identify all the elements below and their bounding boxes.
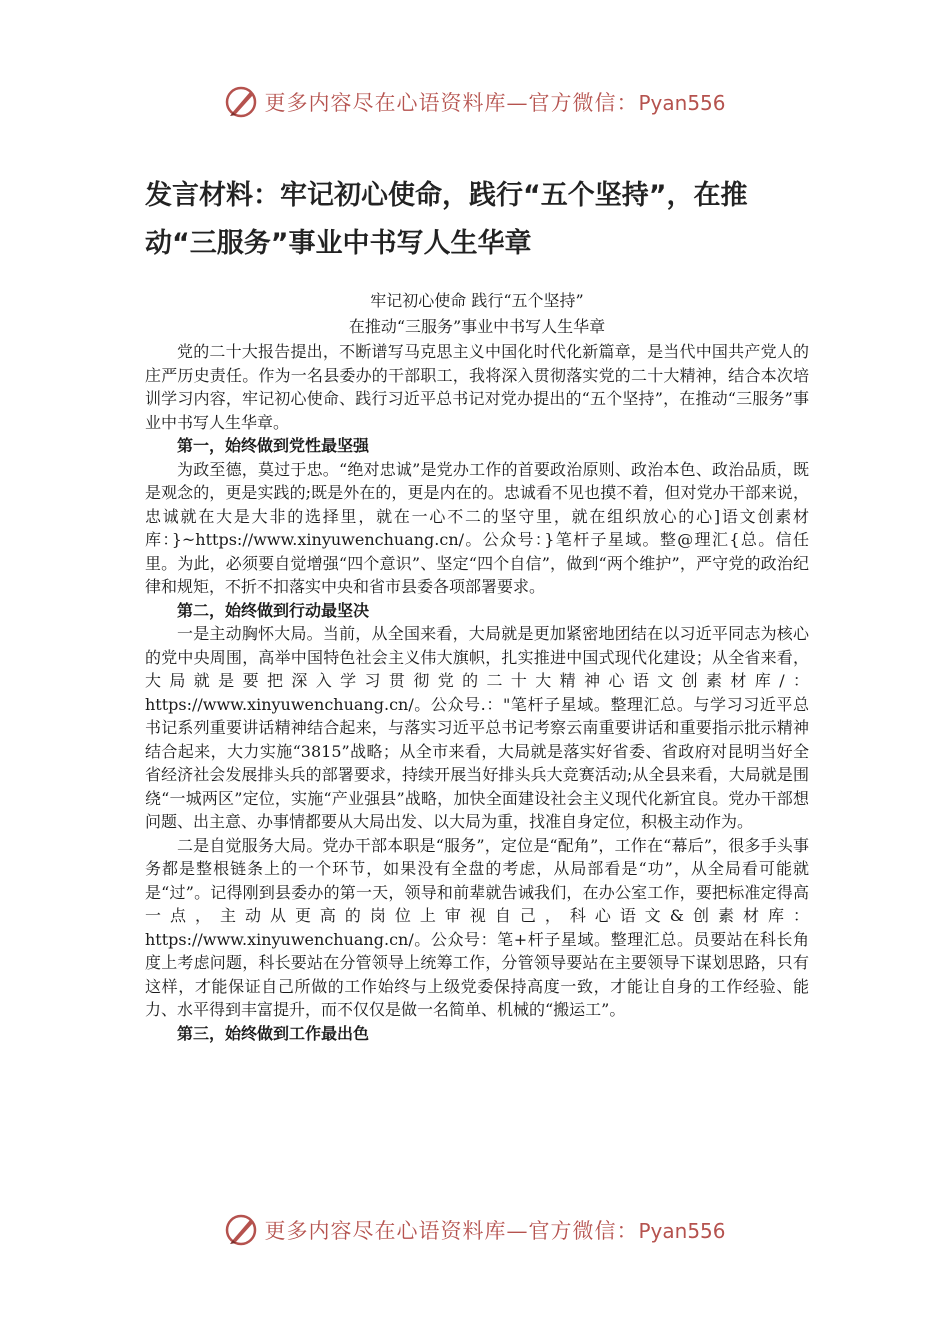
document-body [145, 172, 809, 1045]
paragraph-serve: 二是自觉服务大局。党办干部本职是“服务”，定位是“配角”，工作在“幕后”，很多手头事务都是整根链条上的一个环节，如果没有全盘的考虑，从局部看是“功”，从全局看可能就是“过”。记得刚到县委办的第一天，领导和前辈就告诫我们，在办公室工作，要把标准定得高一点，主动从更高的岗位上审视自己，科心语文&创素材库：https://www.xinyuwenchuang.cn/。公众号：笔+杆子星域。整理汇总。员要站在科长角度上考虑问题，科长要站在分管领导上统筹工作，分管领导要站在主要领导下谋划思路，只有这样，才能保证自己所做的工作始终与上级党委保持高度一致，才能让自身的工作经验、能力、水平得到丰富提升，而不仅仅是做一名简单、机械的“搬运工”。 [145, 835, 809, 1019]
pen-logo-icon [224, 1213, 258, 1247]
banner-text: 更多内容尽在心语资料库—官方微信：Pyan556 [264, 91, 726, 115]
document-title: 发言材料：牢记初心使命，践行“五个坚持”，在推动“三服务”事业中书写人生华章 [145, 180, 748, 259]
wechat-id: Pyan556 [638, 91, 726, 115]
document-subtitle-2: 在推动“三服务”事业中书写人生华章 [348, 317, 606, 336]
footer-banner [0, 1210, 950, 1250]
document-subtitle-1: 牢记初心使命 践行“五个坚持” [370, 291, 584, 310]
banner-text: 更多内容尽在心语资料库—官方微信：Pyan556 [264, 1219, 726, 1243]
section-heading-2: 第二，始终做到行动最坚决 [177, 600, 370, 620]
paragraph-big-picture: 一是主动胸怀大局。当前，从全国来看，大局就是更加紧密地团结在以习近平同志为核心的党中央周围，高举中国特色社会主义伟大旗帜，扎实推进中国式现代化建设；从全省来看，大局就是要把深入学习贯彻党的二十大精神心语文创素材库/：https://www.xinyuwenchuang.cn/。公众号.："笔杆子星域。整理汇总。与学习习近平总书记系列重要讲话精神结合起来，与落实习近平总书记考察云南重要讲话和重要指示批示精神结合起来，大力实施“3815”战略；从全市来看，大局就是落实好省委、省政府对昆明当好全省经济社会发展排头兵的部署要求，持续开展当好排头兵大竞赛活动;从全县来看，大局就是围绕“一城两区”定位，实施“产业强县”战略，加快全面建设社会主义现代化新宜良。党办干部想问题、出主意、办事情都要从大局出发、以大局为重，找准自身定位，积极主动作为。 [145, 624, 809, 831]
pen-logo-icon [224, 85, 258, 119]
wechat-id: Pyan556 [638, 1219, 726, 1243]
paragraph-loyalty: 为政至德，莫过于忠。“绝对忠诚”是党办工作的首要政治原则、政治本色、政治品质，既是观念的，更是实践的;既是外在的，更是内在的。忠诚看不见也摸不着，但对党办干部来说，忠诚就在大是大非的选择里，就在一心不二的坚守里，就在组织放心的心]语文创素材库：}~https://www.xinyuwenchuang.cn/。公众号：}笔杆子星域。整@理汇{总。信任里。为此，必须要自觉增强“四个意识”、坚定“四个自信”，做到“两个维护”，严守党的政治纪律和规矩，不折不扣落实中央和省市县委各项部署要求。 [145, 459, 809, 596]
section-heading-3: 第三，始终做到工作最出色 [177, 1023, 370, 1043]
section-heading-1: 第一，始终做到党性最坚强 [177, 436, 370, 455]
paragraph-intro: 党的二十大报告提出，不断谱写马克思主义中国化时代化新篇章，是当代中国共产党人的庄严历史责任。作为一名县委办的干部职工，我将深入贯彻落实党的二十大精神，结合本次培训学习内容，牢记初心使命、践行习近平总书记对党办提出的“五个坚持”，在推动“三服务”事业中书写人生华章。 [145, 342, 809, 432]
header-banner [0, 82, 950, 122]
